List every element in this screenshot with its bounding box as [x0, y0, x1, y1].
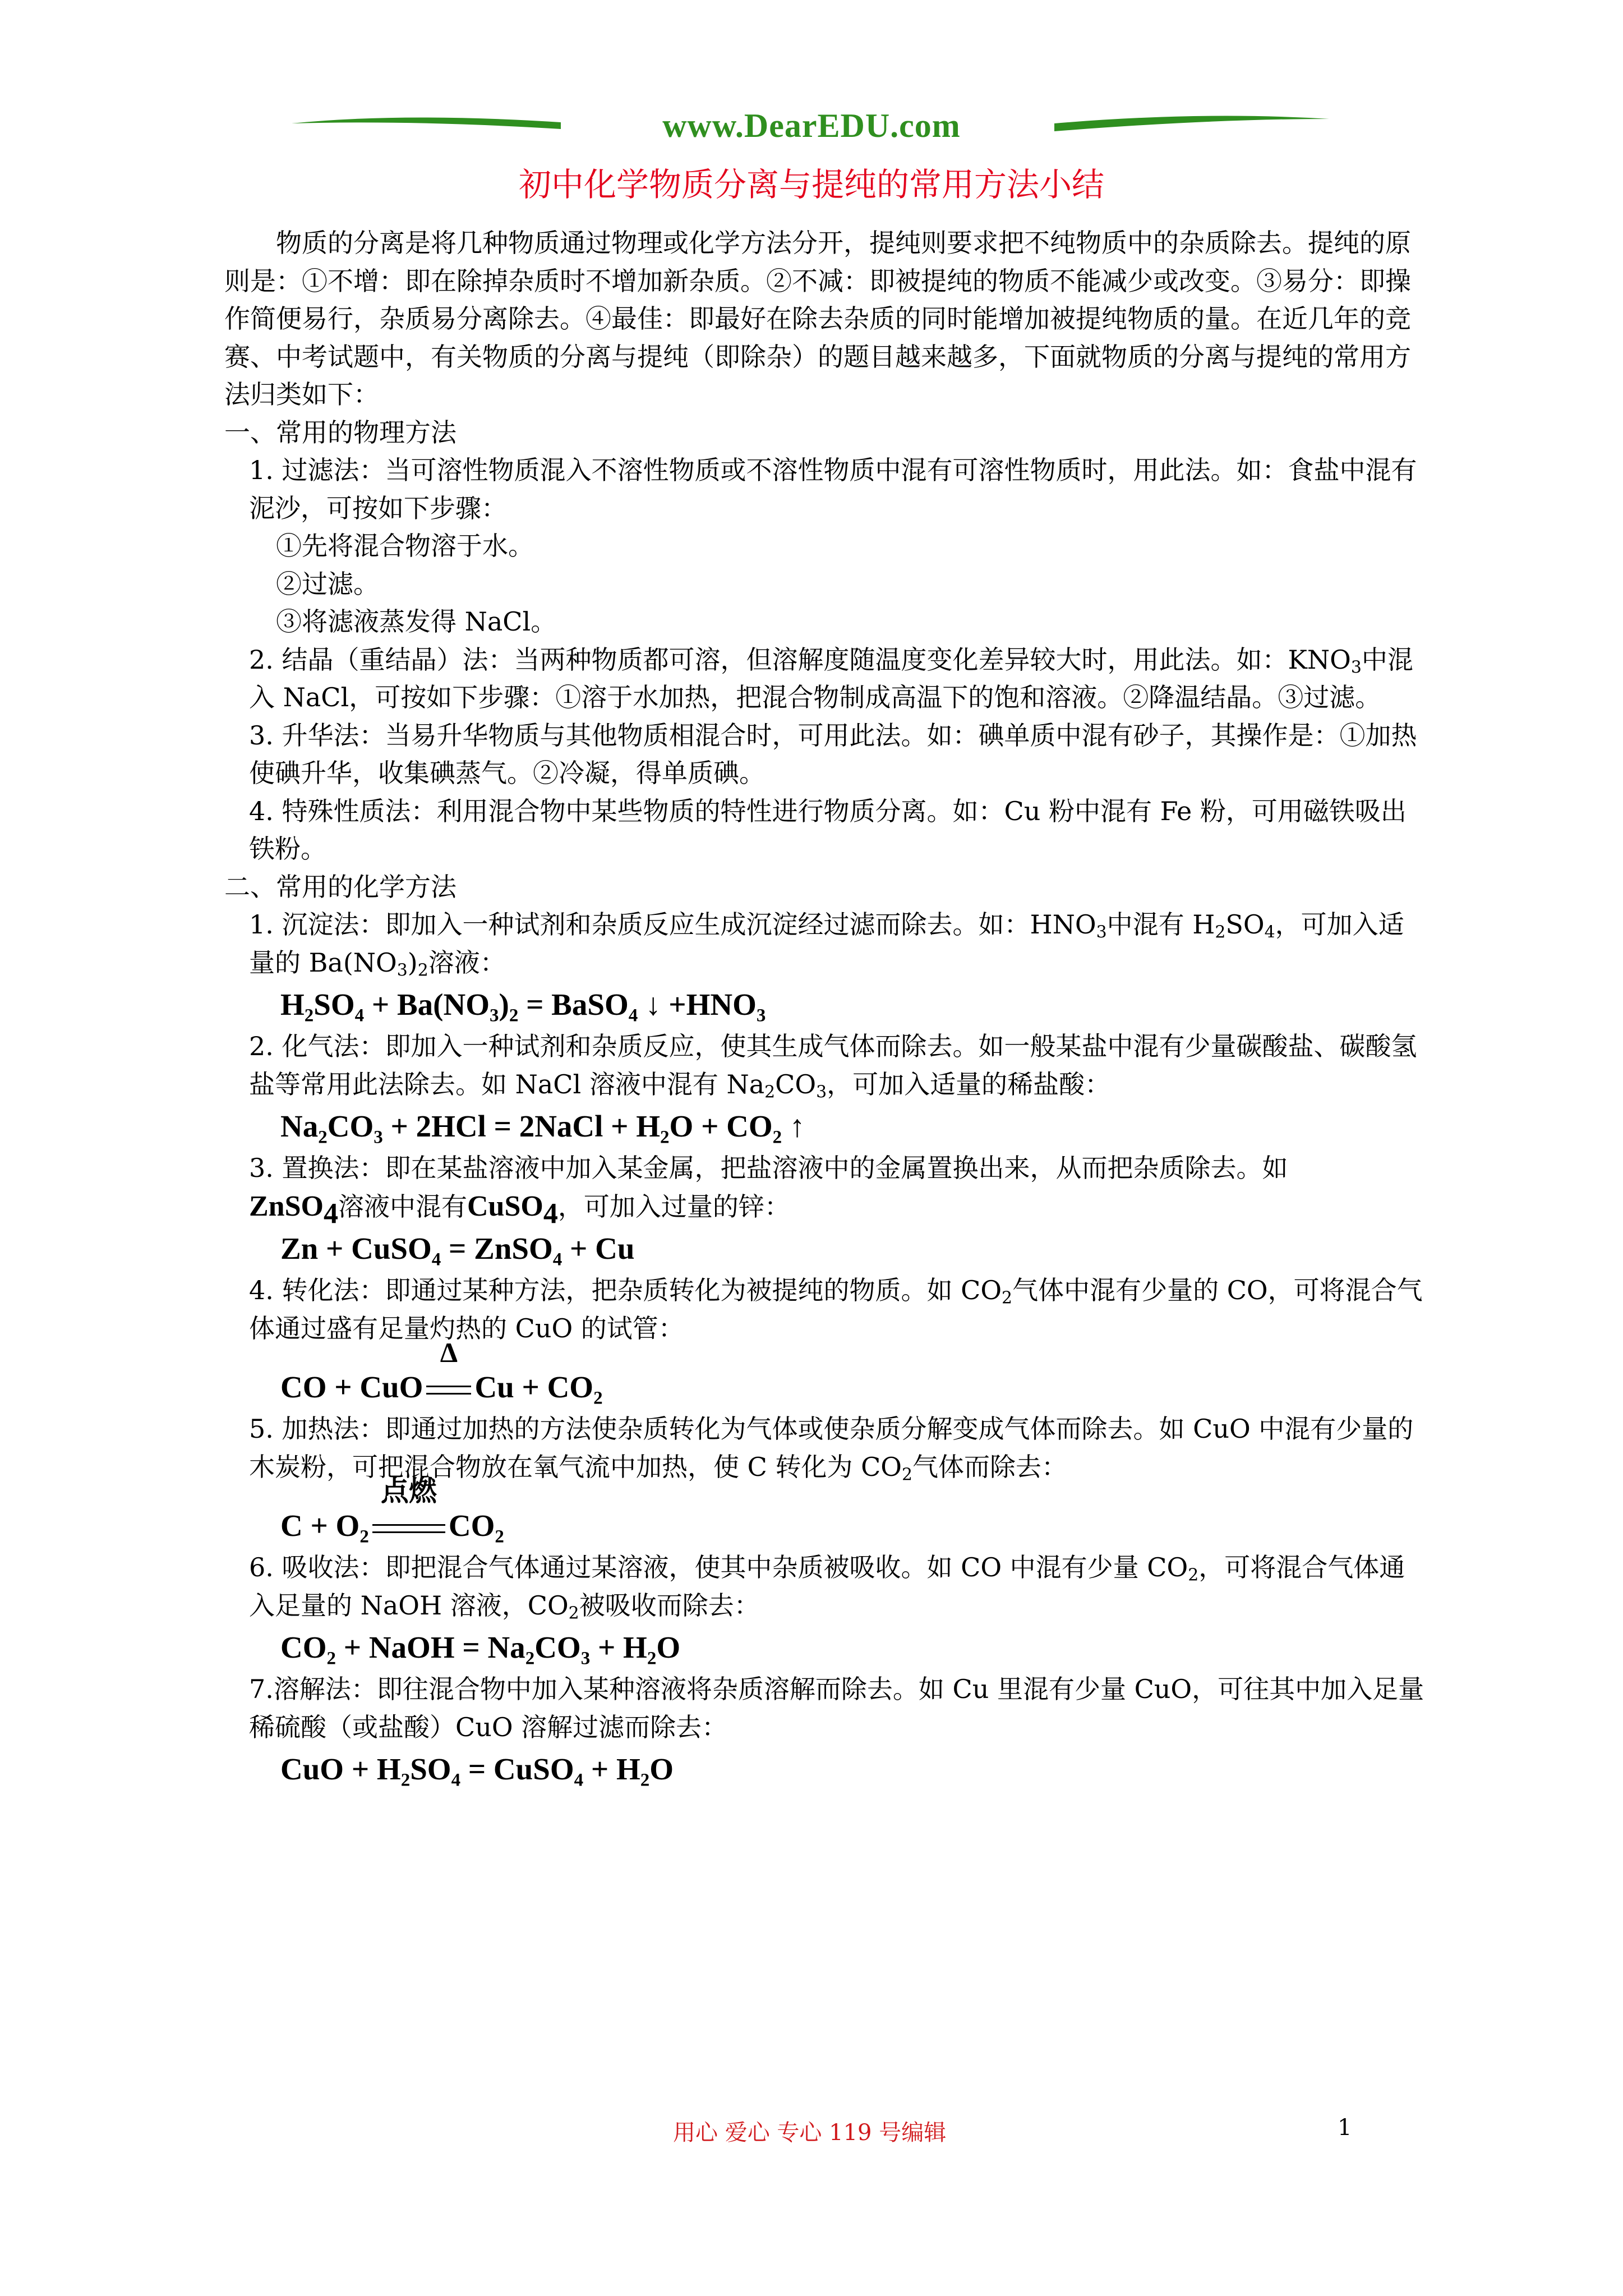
method-filtration: 1. 过滤法：当可溶性物质混入不溶性物质或不溶性物质中混有可溶性物质时，用此法。如：食盐中混有泥沙，可按如下步骤： [249, 455, 1417, 523]
section-heading-chemical: 二、常用的化学方法 [224, 871, 457, 902]
equation-heating: $C + O_2$ 点燃 $CO_2$ [224, 1503, 1424, 1549]
equation-absorption: $CO_2$ + NaOH = $Na_2CO_3 + H_2O$ [280, 1630, 681, 1669]
reaction-condition: Δ [423, 1364, 474, 1410]
method-special-property: 4. 特殊性质法：利用混合物中某些物质的特性进行物质分离。如：Cu 粉中混有 Fe 粉，可用磁铁吸出铁粉。 [249, 795, 1407, 864]
intro-paragraph: 物质的分离是将几种物质通过物理或化学方法分开，提纯则要求把不纯物质中的杂质除去。提纯的原则是：①不增：即在除掉杂质时不增加新杂质。②不减：即被提纯的物质不能减少或改变。③易分：即操作简便易行，杂质易分离除去。④最佳：即最好在除去杂质的同时能增加被提纯物质的量。在近几年的竞赛、中考试题中，有关物质的分离与提纯（即除杂）的题目越来越多，下面就物质的分离与提纯的常用方法归类如下： [224, 228, 1411, 409]
method-gasification: 2. 化气法：即加入一种试剂和杂质反应，使其生成气体而除去。如一般某盐中混有少量碳酸盐、碳酸氢盐等常用此法除去。如 NaCl 溶液中混有 $Na_2CO_3$，可加入适量的稀盐酸： [249, 1031, 1417, 1102]
equation-gasification: $Na_2CO_3 + 2HCl$ = 2NaCl + $H_2O + CO_2$ ↑ [280, 1109, 805, 1148]
method-precipitation: 1. 沉淀法：即加入一种试剂和杂质反应生成沉淀经过滤而除去。如：$HNO_3$中混有 $H_2SO_4$，可加入适量的 $Ba(NO_3)_2$溶液： [249, 909, 1404, 980]
method-dissolution: 7.溶解法：即往混合物中加入某种溶液将杂质溶解而除去。如 Cu 里混有少量 CuO，可往其中加入足量稀硫酸（或盐酸）CuO 溶解过滤而除去： [249, 1674, 1424, 1742]
document-body [224, 224, 1424, 1792]
method-sublimation: 3. 升华法：当易升华物质与其他物质相混合时，可用此法。如：碘单质中混有砂子，其操作是：①加热使碘升华，收集碘蒸气。②冷凝，得单质碘。 [249, 720, 1417, 788]
equation-conversion: CO + CuO Δ $Cu + CO_2$ [224, 1364, 1424, 1410]
method-crystallization: 2. 结晶（重结晶）法：当两种物质都可溶，但溶解度随温度变化差异较大时，用此法。如：$KNO_3$中混入 NaCl，可按如下步骤：①溶于水加热，把混合物制成高温下的饱和溶液。②降温结晶。③过滤。 [249, 644, 1413, 712]
method-displacement: 3. 置换法：即在某盐溶液中加入某金属，把盐溶液中的金属置换出来，从而把杂质除去。如 ZnSO4溶液中混有CuSO4，可加入过量的锌： [249, 1153, 1288, 1230]
section-heading-physical: 一、常用的物理方法 [224, 417, 457, 448]
page-footer [0, 2115, 1623, 2148]
reaction-condition: 点燃 [369, 1503, 449, 1549]
method-conversion: 4. 转化法：即通过某种方法，把杂质转化为被提纯的物质。如 $CO_2$气体中混有少量的 CO，可将混合气体通过盛有足量灼热的 CuO 的试管： [249, 1275, 1423, 1343]
filtration-step: ②过滤。 [276, 568, 379, 599]
filtration-step: ①先将混合物溶于水。 [276, 531, 534, 561]
method-heating: 5. 加热法：即通过加热的方法使杂质转化为气体或使杂质分解变成气体而除去。如 CuO 中混有少量的木炭粉，可把混合物放在氧气流中加热，使 C 转化为 $CO_2$气体而除去： [249, 1414, 1414, 1484]
method-absorption: 6. 吸收法：即把混合气体通过某溶液，使其中杂质被吸收。如 CO 中混有少量 $CO_2$，可将混合气体通入足量的 NaOH 溶液，$CO_2$被吸收而除去： [249, 1552, 1405, 1623]
equation-precipitation: $H_2SO_4 + Ba(NO_3)_2$ = BaSO$_4$ ↓ $+HNO_3$ [280, 987, 766, 1026]
equation-dissolution: CuO + $H_2SO_4$ = CuSO$_4$ + $H_2O$ [280, 1752, 674, 1791]
equation-displacement: Zn + CuSO$_4$ = ZnSO$_4$ + Cu [280, 1231, 635, 1270]
site-url: www.DearEDU.com [662, 107, 961, 144]
filtration-step: ③将滤液蒸发得 NaCl。 [276, 606, 557, 637]
footer-text: 用心 爱心 专心 119 号编辑 [673, 2120, 947, 2146]
page-number: 1 [1338, 2115, 1352, 2141]
page-title: 初中化学物质分离与提纯的常用方法小结 [518, 165, 1104, 204]
